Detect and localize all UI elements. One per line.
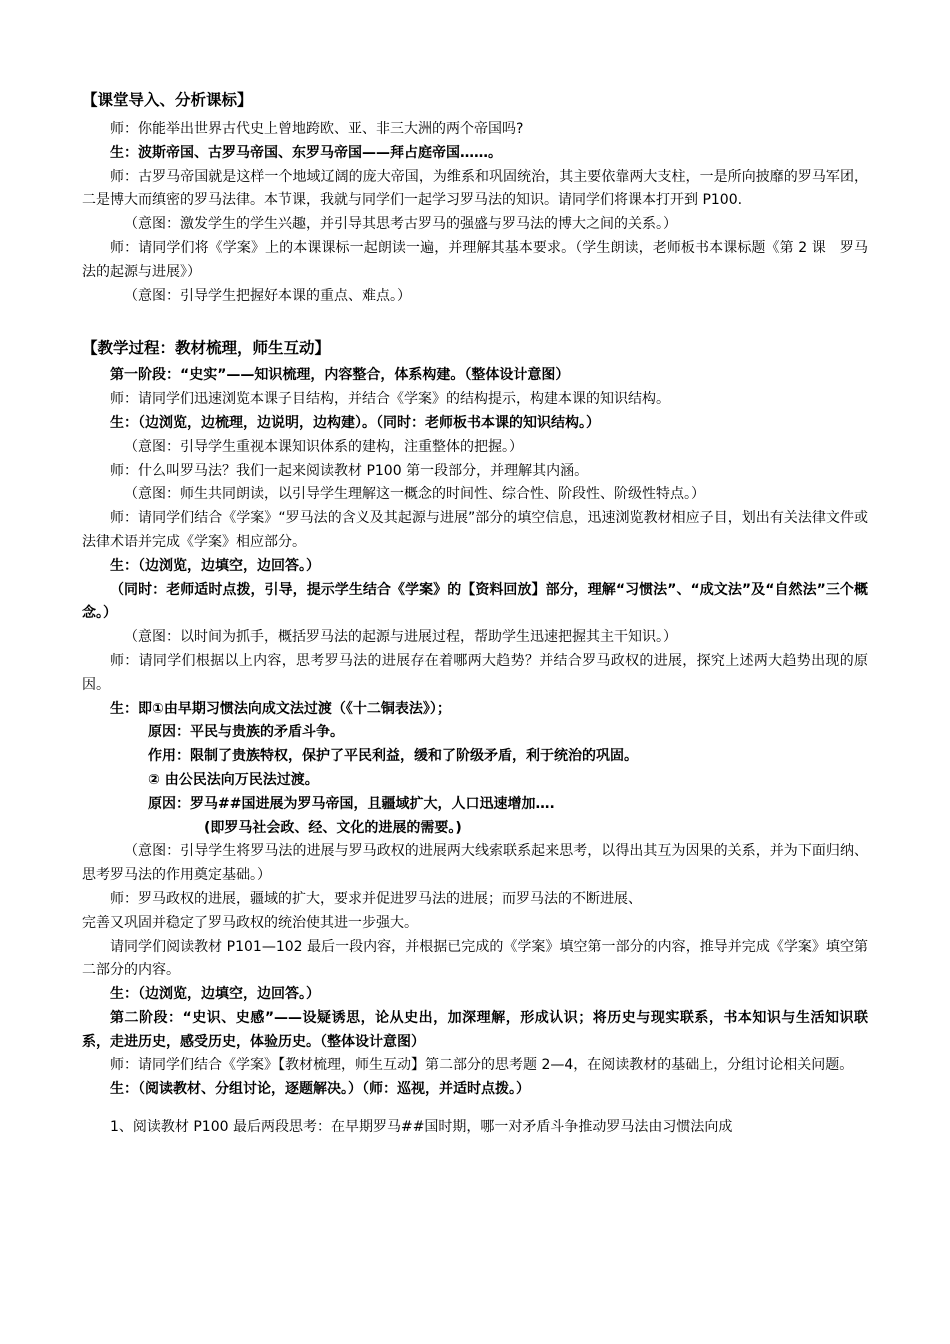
paragraph: 生：（边浏览，边填空，边回答。） — [110, 557, 320, 574]
paragraph: （同时：老师适时点拨，引导，提示学生结合《学案》的【资料回放】部分，理解“习惯法”、“成文法”及“自然法”三个概念。） — [82, 581, 868, 622]
document-page — [82, 86, 868, 1140]
paragraph: 原因：平民与贵族的矛盾斗争。 — [148, 724, 344, 741]
stage-heading: 第一阶段：“史实”——知识梳理，内容整合，体系构建。（整体设计意图） — [110, 367, 570, 384]
stage-heading: 第二阶段：“史识、史感”——设疑诱思，论从史出，加深理解，形成认识；将历史与现实联系，书本知识与生活知识联系，走进历史，感受历史，体验历史。（整体设计意图） — [82, 1009, 868, 1050]
paragraph: 生：（边浏览，边填空，边回答。） — [110, 986, 320, 1003]
paragraph: (即罗马社会政、经、文化的进展的需要。) — [204, 819, 462, 836]
paragraph: 生：即①由早期习惯法向成文法过渡（《十二铜表法》）； — [110, 700, 451, 717]
paragraph: 作用：限制了贵族特权，保护了平民利益，缓和了阶级矛盾，利于统治的巩固。 — [148, 748, 638, 765]
paragraph: 完善又巩固并稳定了罗马政权的统治使其进一步强大。 — [82, 914, 418, 931]
paragraph: （意图：引导学生重视本课知识体系的建构，注重整体的把握。） — [124, 438, 523, 455]
paragraph: 师：请同学们迅速浏览本课子目结构，并结合《学案》的结构提示，构建本课的知识结构。 — [110, 391, 670, 408]
paragraph: 师：古罗马帝国就是这样一个地域辽阔的庞大帝国，为维系和巩固统治，其主要依靠两大支柱，一是所向披靡的罗马军团，二是博大而缜密的罗马法律。本节课，我就与同学们一起学习罗马法的知识。请同学们将课本打开到 P100. — [82, 168, 868, 209]
paragraph: 师：请同学们结合《学案》【教材梳理，师生互动】第二部分的思考题 2—4，在阅读教材的基础上，分组讨论相关问题。 — [110, 1057, 854, 1074]
paragraph: 原因：罗马##国进展为罗马帝国，且疆域扩大，人口迅速增加…. — [148, 795, 555, 812]
paragraph: 师：什么叫罗马法？我们一起来阅读教材 P100 第一段部分，并理解其内涵。 — [110, 462, 589, 479]
paragraph: 生：波斯帝国、古罗马帝国、东罗马帝国——拜占庭帝国……。 — [110, 144, 502, 161]
paragraph: （意图：以时间为抓手，概括罗马法的起源与进展过程，帮助学生迅速把握其主干知识。） — [124, 629, 677, 646]
paragraph: 师：请同学们将《学案》上的本课课标一起朗读一遍，并理解其基本要求。（学生朗读，老师板书本课标题《第 2 课 罗马法的起源与进展》） — [82, 239, 868, 280]
paragraph: （意图：引导学生将罗马法的进展与罗马政权的进展两大线索联系起来思考，以得出其互为因果的关系，并为下面归纳、思考罗马法的作用奠定基础。） — [82, 843, 868, 884]
section-heading-process: 【教学过程：教材梳理，师生互动】 — [82, 339, 331, 358]
paragraph: （意图：激发学生的学生兴趣，并引导其思考古罗马的强盛与罗马法的博大之间的关系。） — [124, 216, 677, 233]
paragraph: 师：你能举出世界古代史上曾地跨欧、亚、非三大洲的两个帝国吗? — [110, 121, 524, 137]
paragraph: 1、阅读教材 P100 最后两段思考：在早期罗马##国时期，哪一对矛盾斗争推动罗马法由习惯法向成 — [110, 1119, 733, 1136]
paragraph: ② 由公民法向万民法过渡。 — [148, 771, 319, 788]
section-heading-intro: 【课堂导入、分析课标】 — [82, 91, 253, 109]
paragraph: 生：（边浏览，边梳理，边说明，边构建）。（同时：老师板书本课的知识结构。） — [110, 414, 600, 431]
paragraph: 师：请同学们根据以上内容，思考罗马法的进展存在着哪两大趋势？并结合罗马政权的进展，探究上述两大趋势出现的原因。 — [82, 652, 868, 693]
paragraph: （意图：师生共同朗读，以引导学生理解这一概念的时间性、综合性、阶段性、阶级性特点。） — [124, 486, 705, 503]
paragraph: 师：罗马政权的进展，疆域的扩大，要求并促进罗马法的进展；而罗马法的不断进展、 — [110, 890, 642, 907]
paragraph: 生：（阅读教材、分组讨论，逐题解决。）（师：巡视，并适时点拨。） — [110, 1081, 530, 1098]
paragraph: （意图：引导学生把握好本课的重点、难点。） — [124, 287, 411, 304]
paragraph: 请同学们阅读教材 P101—102 最后一段内容，并根据已完成的《学案》填空第一部分的内容，推导并完成《学案》填空第二部分的内容。 — [82, 938, 868, 979]
paragraph: 师：请同学们结合《学案》“罗马法的含义及其起源与进展”部分的填空信息，迅速浏览教材相应子目，划出有关法律文件或法律术语并完成《学案》相应部分。 — [82, 510, 868, 550]
